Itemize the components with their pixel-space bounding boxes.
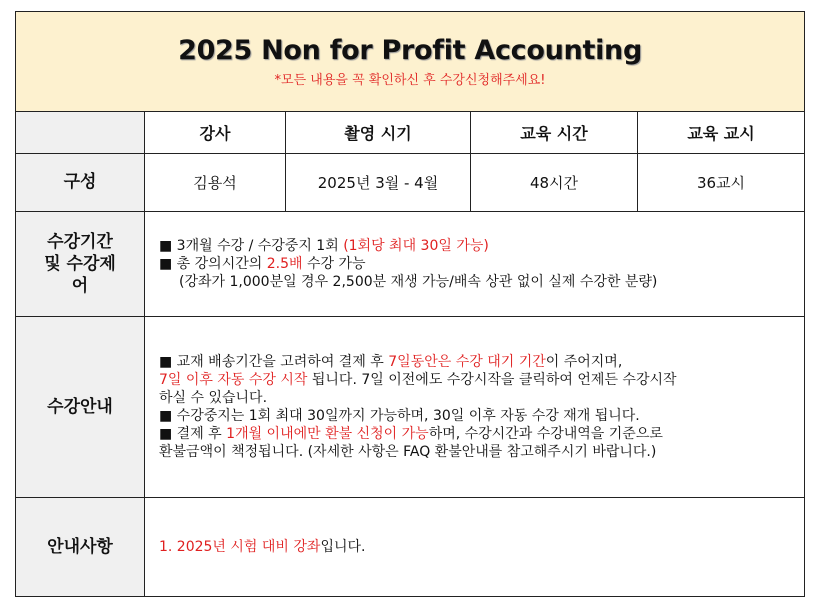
header-filming-period: 촬영 시기 [286,111,471,153]
guide-line-6: 환불금액이 책정됩니다. (자세한 사항은 FAQ 환불안내를 참고해주시기 바랍니다.) [159,443,657,460]
row-label-composition: 구성 [16,154,145,211]
period-line-2-text: ■ 총 강의시간의 [159,255,267,272]
page-subtitle: *모든 내용을 꼭 확인하신 후 수강신청해주세요! [274,72,546,88]
header-corner [16,111,145,153]
course-info-frame [15,11,804,597]
guide-line-1-tail: 이 주어지며, [545,353,623,370]
page-title: 2025 Non for Profit Accounting [178,34,642,66]
period-line-2 [159,255,796,273]
period-line-1 [159,237,796,255]
period-line-1-highlight: (1회당 최대 30일 가능) [343,237,489,254]
period-line-2-tail: 수강 가능 [302,255,366,272]
title-banner [16,12,805,112]
guide-line-1 [159,353,796,371]
instructor-value: 김용석 [145,154,286,211]
guide-line-2-text: 됩니다. 7일 이전에도 수강시작을 클릭하여 언제든 수강시작 [307,371,677,388]
period-label-line-2: 및 수강제 [44,253,116,274]
education-sessions-value: 36교시 [638,154,805,211]
guide-content [145,316,805,498]
period-line-3: (강좌가 1,000분일 경우 2,500분 재생 가능/배속 상관 없이 실제 수강한 분량) [179,273,658,290]
notice-item-1-tail: 입니다. [320,539,366,556]
guide-line-1-text: ■ 교재 배송기간을 고려하여 결제 후 [159,353,389,370]
notice-item-1 [159,538,796,556]
education-hours-value: 48시간 [471,154,638,211]
notice-content [145,498,805,597]
header-education-hours: 교육 시간 [471,111,638,153]
row-label-notice: 안내사항 [16,498,145,597]
period-label-line-1: 수강기간 [47,231,113,252]
guide-line-5-tail: 하며, 수강시간과 수강내역을 기준으로 [428,425,663,442]
guide-line-1-highlight: 7일동안은 수강 대기 기간 [388,353,546,370]
guide-line-5-text: ■ 결제 후 [159,425,227,442]
header-instructor: 강사 [145,111,286,153]
course-info-table [15,11,805,597]
row-label-period [16,211,145,316]
period-line-1-text: ■ 3개월 수강 / 수강중지 1회 [159,237,344,254]
guide-line-2-highlight: 7일 이후 자동 수강 시작 [159,371,308,388]
header-education-sessions: 교육 교시 [638,111,805,153]
guide-line-5-highlight: 1개월 이내에만 환불 신청이 가능 [226,425,429,442]
guide-line-4: ■ 수강중지는 1회 최대 30일까지 가능하며, 30일 이후 자동 수강 재개 됩니다. [159,407,640,424]
period-label-line-3: 어 [71,275,89,296]
row-label-guide: 수강안내 [16,316,145,498]
filming-period-value: 2025년 3월 - 4월 [286,154,471,211]
guide-line-2 [159,371,796,389]
period-line-2-highlight: 2.5배 [266,255,303,272]
guide-line-3: 하실 수 있습니다. [159,389,268,406]
period-content [145,211,805,316]
notice-item-1-highlight: 1. 2025년 시험 대비 강좌 [159,539,321,556]
guide-line-5 [159,425,796,443]
